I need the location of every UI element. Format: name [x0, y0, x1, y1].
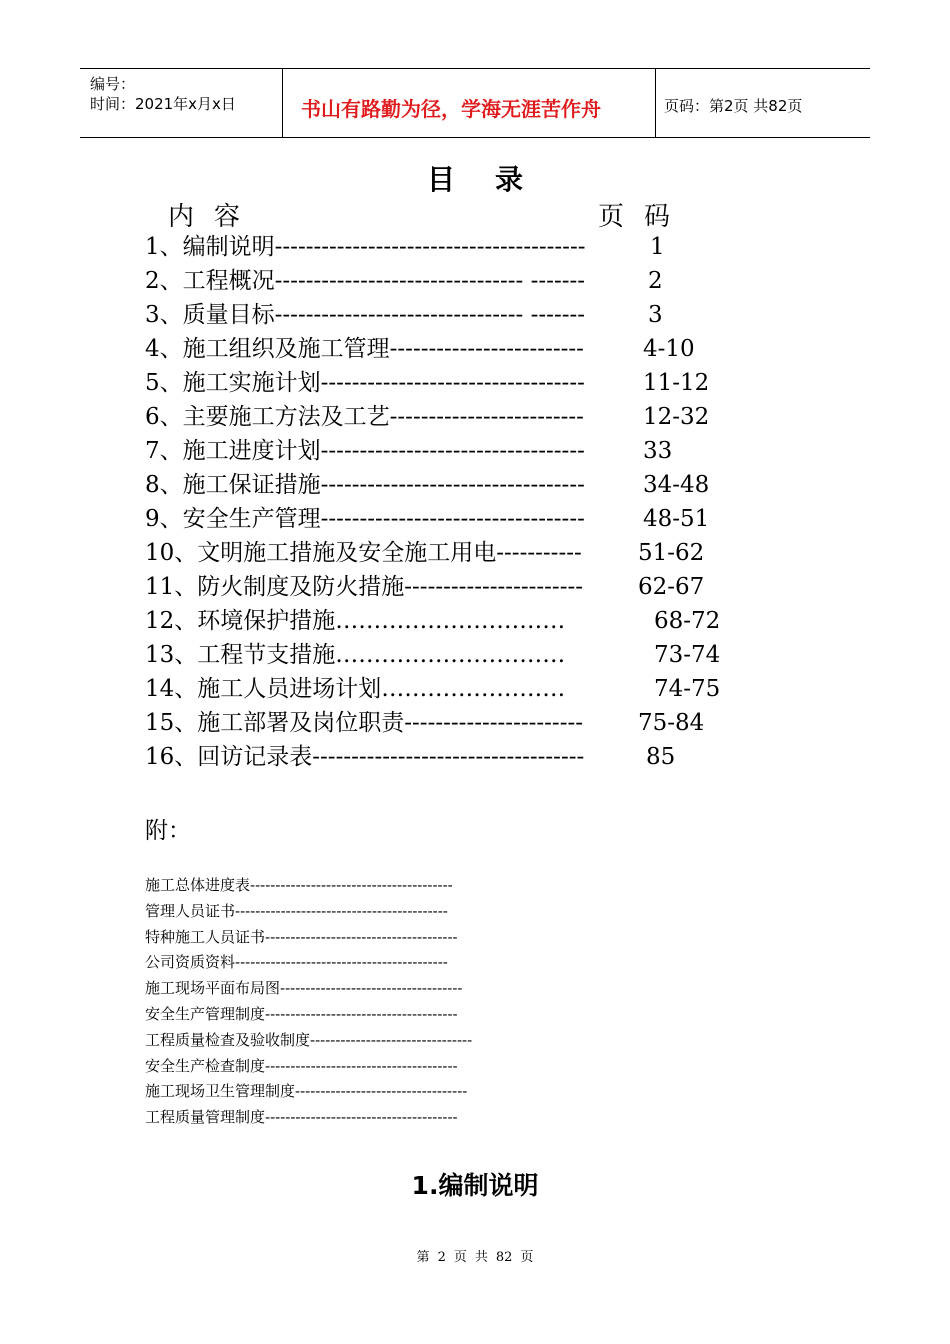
toc-row	[145, 264, 745, 298]
toc-entry-title: 1、编制说明----------------------------------------	[145, 234, 586, 260]
appendix-item: 工程质量管理制度--------------------------------------	[145, 1108, 458, 1127]
toc-entry-page: 34-48	[643, 472, 710, 498]
toc-entry-title: 10、文明施工措施及安全施工用电-----------	[145, 540, 582, 566]
toc-row	[145, 604, 745, 638]
toc-row	[145, 298, 745, 332]
toc-row	[145, 230, 745, 264]
footer-total-pages: 82	[495, 1250, 513, 1265]
toc-entry-title: 11、防火制度及防火措施-----------------------	[145, 574, 584, 600]
toc-entry-page: 51-62	[638, 540, 705, 566]
toc-row	[145, 434, 745, 468]
toc-title: 目录	[426, 163, 563, 196]
toc-entry-page: 11-12	[643, 370, 710, 396]
toc-row	[145, 400, 745, 434]
toc-page-header: 页码	[598, 202, 691, 232]
appendix-item: 安全生产管理制度--------------------------------------	[145, 1005, 458, 1023]
toc-entry-page: 85	[646, 744, 676, 770]
appendix-label: 附：	[145, 818, 191, 844]
toc-entry-page: 73-74	[654, 642, 721, 668]
header-table	[80, 68, 870, 138]
footer-ye-2: 页	[520, 1250, 534, 1265]
appendix-item: 施工现场卫生管理制度----------------------------------	[145, 1082, 468, 1101]
toc-row	[145, 332, 745, 366]
page-footer	[0, 1246, 950, 1265]
toc-entry-page: 2	[648, 268, 663, 294]
toc-entry-title: 3、质量目标-------------------------------- -------	[145, 302, 586, 328]
toc-entry-page: 1	[650, 234, 665, 260]
toc-row	[145, 672, 745, 706]
footer-page-number: 2	[437, 1250, 446, 1265]
appendix-item: 特种施工人员证书--------------------------------------	[145, 927, 458, 946]
toc-entry-title: 8、施工保证措施----------------------------------	[145, 472, 585, 498]
appendix-item: 管理人员证书------------------------------------------	[145, 901, 448, 920]
toc-entry-title: 6、主要施工方法及工艺-------------------------	[145, 404, 584, 430]
footer-gong: 共	[474, 1250, 488, 1265]
toc-entry-page: 48-51	[643, 506, 710, 532]
toc-entry-title: 12、环境保护措施…………………………	[145, 608, 566, 634]
toc-entry-page: 33	[643, 438, 673, 464]
header-left-cell	[80, 69, 283, 137]
footer-di: 第	[416, 1250, 430, 1265]
toc-row	[145, 706, 745, 740]
toc-row	[145, 638, 745, 672]
toc-entry-page: 62-67	[638, 574, 705, 600]
toc-entry-page: 4-10	[643, 336, 695, 362]
toc-row	[145, 740, 745, 774]
footer-ye: 页	[453, 1250, 467, 1265]
header-page-info: 页码：第2页 共82页	[664, 97, 803, 115]
appendix-item: 施工总体进度表----------------------------------------	[145, 876, 453, 894]
toc-entry-title: 13、工程节支措施…………………………	[145, 642, 566, 668]
header-motto: 书山有路勤为径，学海无涯苦作舟	[301, 97, 601, 121]
toc-row	[145, 502, 745, 536]
appendix-item: 施工现场平面布局图------------------------------------	[145, 979, 463, 998]
toc-entry-title: 4、施工组织及施工管理-------------------------	[145, 336, 584, 362]
toc-entry-title: 2、工程概况-------------------------------- -------	[145, 268, 586, 294]
document-date: 时间：2021年x月x日	[90, 95, 236, 113]
toc-entry-title: 16、回访记录表-----------------------------------	[145, 744, 585, 770]
document-number-label: 编号：	[90, 75, 136, 93]
toc-entry-page: 12-32	[643, 404, 710, 430]
toc-entry-page: 74-75	[654, 676, 721, 702]
toc-entry-page: 75-84	[638, 710, 705, 736]
toc-row	[145, 366, 745, 400]
toc-row	[145, 570, 745, 604]
toc-row	[145, 536, 745, 570]
appendix-item: 工程质量检查及验收制度--------------------------------	[145, 1030, 473, 1049]
section-title: 1.编制说明	[411, 1171, 539, 1200]
toc-entry-title: 9、安全生产管理----------------------------------	[145, 506, 585, 532]
toc-row	[145, 468, 745, 502]
header-motto-cell	[283, 69, 656, 137]
toc-content-header: 内容	[168, 202, 261, 232]
toc-entry-title: 5、施工实施计划----------------------------------	[145, 370, 585, 396]
toc-entry-title: 14、施工人员进场计划……………………	[145, 676, 566, 702]
toc-entry-page: 3	[648, 302, 663, 328]
appendix-item: 公司资质资料------------------------------------------	[145, 953, 448, 972]
toc-entry-title: 15、施工部署及岗位职责-----------------------	[145, 710, 584, 736]
appendix-item: 安全生产检查制度--------------------------------------	[145, 1056, 458, 1075]
toc-entry-title: 7、施工进度计划----------------------------------	[145, 438, 585, 464]
toc-entry-page: 68-72	[654, 608, 721, 634]
